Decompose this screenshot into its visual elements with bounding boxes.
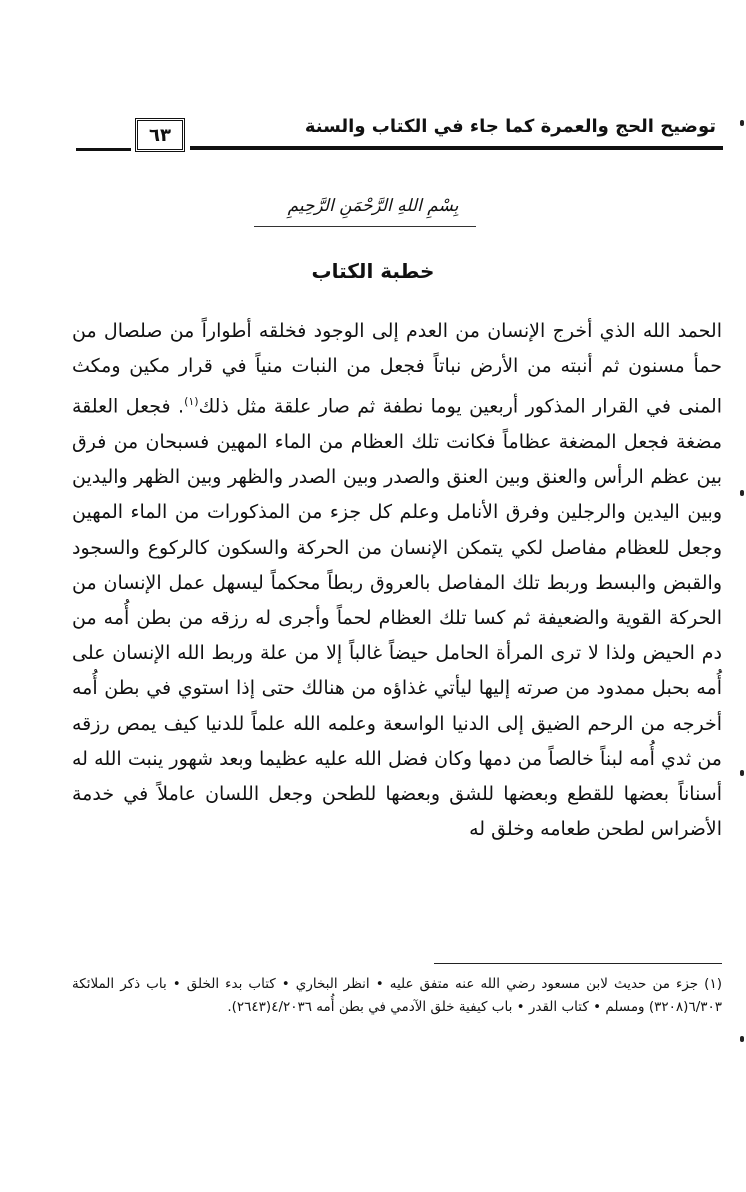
header-rule	[190, 146, 723, 150]
footnote-text: (١) جزء من حديث لابن مسعود رضي الله عنه متفق عليه • انظر البخاري • كتاب بدء الخلق • باب ذكر الملائكة ٦/٣٠٣(٣٢٠٨) ومسلم • كتاب القدر • باب كيفية خلق الآدمي في بطن أُمه ٤/٢٠٣٦(٢٦٤٣).	[72, 976, 722, 1015]
running-header-title: توضيح الحج والعمرة كما جاء في الكتاب والسنة	[304, 116, 716, 137]
scan-mark	[740, 490, 744, 496]
section-heading: خطبة الكتاب	[311, 259, 435, 283]
scan-mark	[740, 120, 744, 126]
scan-mark	[740, 1036, 744, 1042]
body-paragraph-start: الحمد الله الذي أخرج الإنسان من العدم إلى الوجود فخلقه أطواراً من صلصال من حمأ مسنون ثم أنبته من الأرض نباتاً فجعل من النبات منياً في قرار مكين ومكث المنى في القرار المذكور أربعين يوما نطفة ثم صار علقة مثل ذلك	[72, 320, 722, 418]
basmala-calligraphy: بِسْمِ اللهِ الرَّحْمَنِ الرَّحِيمِ	[287, 196, 459, 216]
footnote-reference[interactable]: (١)	[184, 395, 199, 409]
page-number: ٦٣	[149, 124, 171, 146]
body-paragraph-rest: . فجعل العلقة مضغة فجعل المضغة عظاماً فكانت تلك العظام من الماء المهين فسبحان من فرق بين عظم الرأس والعنق وبين العنق والصدر وبين الصدر والظهر وبين الظهر واليدين وبين اليدين والرجلين وفرق الأنامل وعلم كل جزء من المذكورات من الماء المهين وجعل للعظام مفاصل لكي يتمكن الإنسان من الحركة والسكون كالركوع والسجود والقبض والبسط وربط تلك المفاصل بالعروق ربطاً محكماً ليسهل عمل الإنسان من الحركة القوية والضعيفة ثم كسا تلك العظام لحماً وأجرى له رزقه من بطن أُمه من دم الحيض ولذا لا ترى المرأة الحامل حيضاً غالباً إلا من علة وربط الله الإنسان على أُمه بحبل ممدود من صرته إليها ليأتي غذاؤه من هنالك حتى إذا استوي في بطن أُمه أخرجه من الرحم الضيق إلى الدنيا الواسعة وعلمه الله علماً للدنيا كيف يمص رزقه من ثدي أُمه لبناً خالصاً من دمها وكان فضل الله عليه عظيما وبعد شهور ينبت الله له أسناناً بعضها للقطع وبعضها للشق وبعضها للطحن وجعل اللسان عاملاً في خدمة الأضراس لطحن طعامه وخلق له	[72, 395, 722, 841]
basmala-underline	[254, 226, 476, 227]
body-text	[72, 314, 722, 847]
footnote-separator	[434, 963, 722, 964]
page-number-box	[135, 118, 185, 152]
header-rule-left	[76, 148, 131, 151]
scan-mark	[740, 770, 744, 776]
